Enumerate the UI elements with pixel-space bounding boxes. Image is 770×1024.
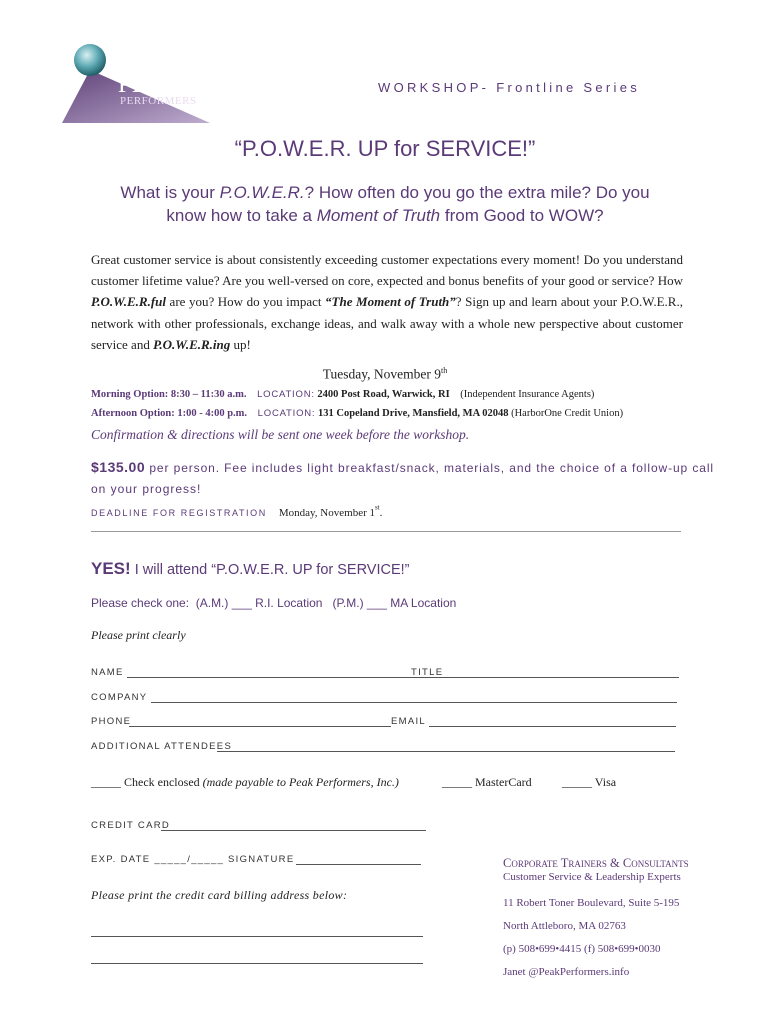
- intro-text: ? Sign up and learn about your P.O.W.E.R., network with other professionals, exchange ideas, and walk away with a whole new perspective about customer service and: [91, 294, 683, 352]
- company-label: COMPANY: [91, 692, 148, 703]
- subtitle: [0, 181, 770, 227]
- morning-option: Morning Option: 8:30 – 11:30 a.m.: [91, 389, 247, 400]
- intro-text: Great customer service is about consistently exceeding customer expectations every moment! Do you understand customer lifetime value? Are you well-versed on core, expected and bonus benefits of your good or service? How: [91, 252, 683, 289]
- price-details-line2: on your progress!: [91, 482, 202, 496]
- logo-word-performers: PERFORMERS: [120, 95, 197, 107]
- exp-date-label: EXP. DATE _____/_____ SIGNATURE: [91, 854, 295, 865]
- separator: [91, 531, 681, 532]
- payment-row: [91, 775, 691, 790]
- payable-note: (made payable to Peak Performers, Inc.): [202, 775, 399, 789]
- credit-card-label: CREDIT CARD: [91, 820, 171, 831]
- registration-heading: [91, 559, 410, 579]
- signature-field[interactable]: [296, 864, 421, 865]
- contact-address1: 11 Robert Toner Boulevard, Suite 5-195: [503, 897, 680, 909]
- subtitle-power: P.O.W.E.R.: [219, 183, 305, 202]
- contact-phone: (p) 508•699•4415 (f) 508•699•0030: [503, 943, 661, 955]
- subtitle-text: ? How often do you go the extra mile? Do you: [304, 183, 650, 202]
- morning-option-row: [91, 389, 594, 400]
- attendees-label: ADDITIONAL ATTENDEES: [91, 741, 233, 752]
- page-title: “P.O.W.E.R. UP for SERVICE!”: [234, 136, 536, 161]
- company-row: [91, 692, 681, 706]
- billing-line-2[interactable]: [91, 963, 423, 964]
- phone-email-row: [91, 716, 681, 730]
- subtitle-text: What is your: [120, 183, 220, 202]
- afternoon-option: Afternoon Option: 1:00 - 4:00 p.m.: [91, 408, 248, 419]
- price-details: per person. Fee includes light breakfast/snack, materials, and the choice of a follow-up call: [145, 461, 714, 475]
- confirmation-note: Confirmation & directions will be sent one week before the workshop.: [91, 427, 470, 442]
- intro-paragraph: [91, 249, 683, 355]
- credit-card-row: [91, 820, 431, 834]
- price-block: [91, 457, 731, 500]
- location-label: LOCATION:: [257, 408, 316, 419]
- company-field[interactable]: [151, 702, 677, 703]
- mastercard-option[interactable]: _____ MasterCard: [442, 775, 532, 789]
- exp-signature-row: [91, 854, 431, 868]
- billing-line-1[interactable]: [91, 936, 423, 937]
- check-enclosed-text: _____ Check enclosed: [91, 775, 203, 789]
- phone-label: PHONE: [91, 716, 132, 727]
- email-label: EMAIL: [391, 716, 427, 727]
- logo-word-peak: PEAK: [118, 72, 183, 98]
- attend-text: I will attend “P.O.W.E.R. UP for SERVICE!”: [130, 562, 410, 578]
- contact-email[interactable]: Janet @PeakPerformers.info: [503, 966, 630, 978]
- contact-tagline: Customer Service & Leadership Experts: [503, 871, 681, 883]
- check-enclosed-option[interactable]: [91, 775, 399, 789]
- print-clearly-note: Please print clearly: [91, 628, 186, 642]
- deadline-end: .: [379, 507, 383, 519]
- afternoon-option-row: [91, 408, 623, 419]
- contact-address2: North Attleboro, MA 02763: [503, 920, 626, 932]
- location-label: LOCATION:: [257, 389, 315, 400]
- contact-company: Corporate Trainers & Consultants: [503, 856, 689, 870]
- visa-option[interactable]: _____ Visa: [562, 775, 617, 789]
- logo: [60, 40, 230, 130]
- afternoon-address: 131 Copeland Drive, Mansfield, MA 02048: [318, 408, 509, 419]
- workshop-date: [0, 366, 770, 383]
- intro-emphasis: P.O.W.E.R.ful: [91, 294, 167, 310]
- deadline-date: Monday, November 1: [278, 507, 375, 519]
- date-text: Tuesday, November 9: [322, 366, 441, 382]
- subtitle-text: know how to take a: [166, 206, 317, 225]
- intro-emphasis: “The Moment of Truth”: [325, 294, 456, 310]
- intro-emphasis: P.O.W.E.R.ing: [153, 336, 231, 352]
- intro-text: up!: [230, 336, 251, 352]
- intro-text: are you? How do you impact: [166, 294, 326, 310]
- deadline-suffix: st: [375, 503, 380, 512]
- afternoon-note: (HarborOne Credit Union): [511, 408, 624, 419]
- billing-note: Please print the credit card billing address below:: [91, 888, 348, 902]
- contact-block: [503, 856, 743, 979]
- credit-card-field[interactable]: [161, 830, 426, 831]
- yes-label: YES!: [91, 559, 131, 578]
- deadline-label: DEADLINE FOR REGISTRATION: [91, 508, 267, 518]
- email-field[interactable]: [429, 726, 676, 727]
- subtitle-text: from Good to WOW?: [440, 206, 604, 225]
- name-label: NAME: [91, 667, 124, 678]
- morning-note: (Independent Insurance Agents): [460, 389, 595, 400]
- morning-address: 2400 Post Road, Warwick, RI: [317, 389, 450, 400]
- check-one-row[interactable]: Please check one: (A.M.) ___ R.I. Location (P.M.) ___ MA Location: [91, 596, 457, 610]
- name-title-row: [91, 667, 681, 681]
- price-amount: $135.00: [91, 459, 146, 475]
- phone-field[interactable]: [129, 726, 391, 727]
- subtitle-moment: Moment of Truth: [316, 206, 441, 225]
- attendees-row: [91, 741, 681, 755]
- title-field[interactable]: [446, 677, 679, 678]
- deadline-row: [91, 503, 382, 521]
- attendees-field[interactable]: [217, 751, 675, 752]
- series-header: WORKSHOP- Frontline Series: [378, 80, 641, 95]
- date-suffix: th: [441, 366, 448, 375]
- title-label: TITLE: [411, 667, 444, 678]
